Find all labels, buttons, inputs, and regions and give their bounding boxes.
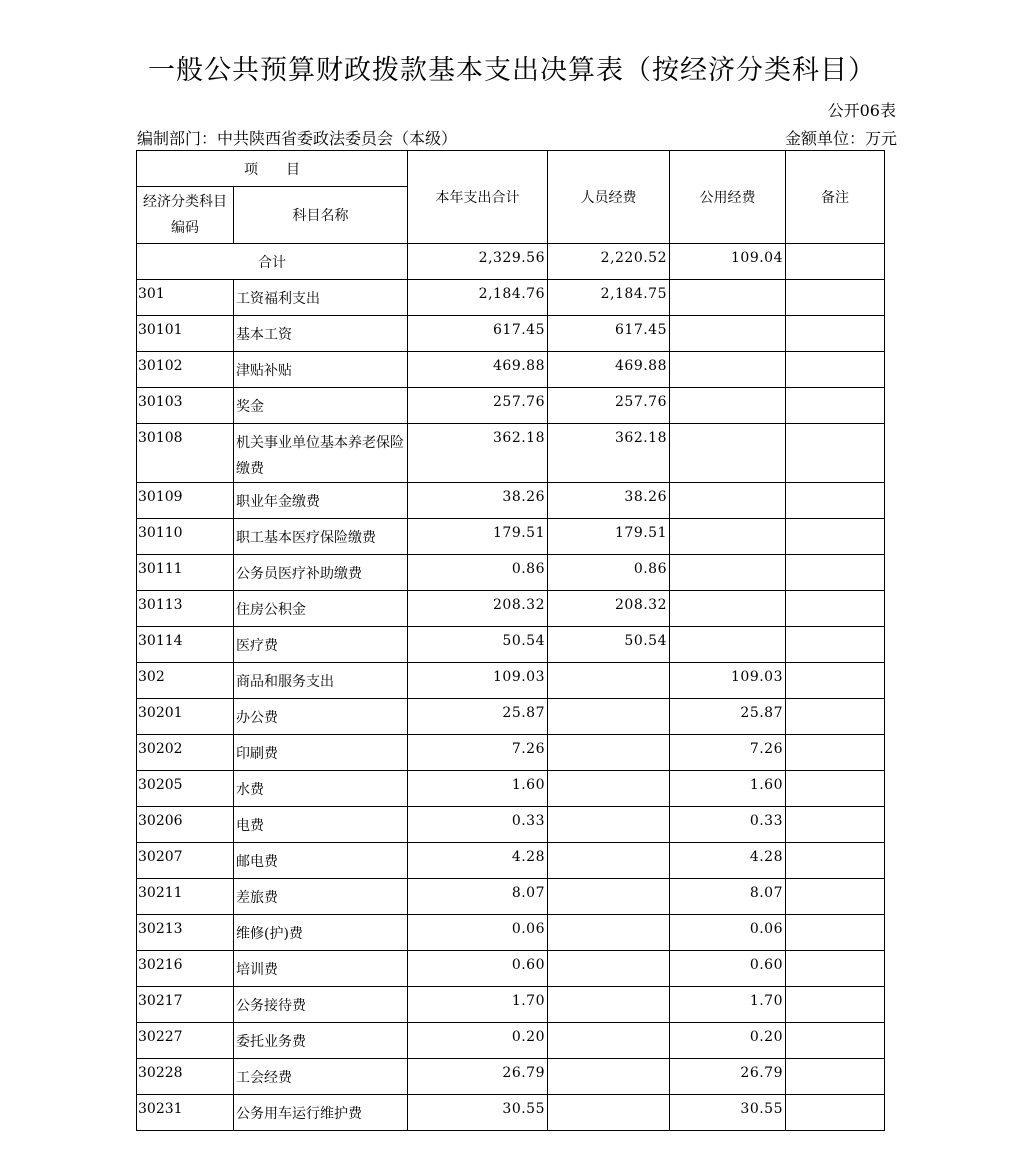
cell-code: 30114 (137, 627, 234, 663)
cell-total: 0.06 (408, 915, 548, 951)
cell-public (670, 352, 786, 388)
cell-public: 26.79 (670, 1059, 786, 1095)
budget-table (136, 150, 885, 1131)
cell-name: 办公费 (234, 699, 408, 735)
cell-personnel: 50.54 (548, 627, 670, 663)
cell-personnel (548, 663, 670, 699)
cell-total: 25.87 (408, 699, 548, 735)
department-label: 编制部门：中共陕西省委政法委员会（本级） (137, 129, 458, 148)
cell-personnel (548, 771, 670, 807)
cell-total: 362.18 (408, 424, 548, 483)
cell-public (670, 591, 786, 627)
page-title: 一般公共预算财政拨款基本支出决算表（按经济分类科目） (148, 55, 876, 86)
cell-public: 4.28 (670, 843, 786, 879)
cell-note (786, 771, 885, 807)
table-row (137, 1095, 885, 1131)
cell-note (786, 735, 885, 771)
cell-name: 公务用车运行维护费 (234, 1095, 408, 1131)
cell-total: 208.32 (408, 591, 548, 627)
cell-code: 30108 (137, 424, 234, 483)
table-row (137, 699, 885, 735)
cell-public (670, 555, 786, 591)
cell-public: 109.03 (670, 663, 786, 699)
table-row (137, 591, 885, 627)
cell-name: 住房公积金 (234, 591, 408, 627)
header-total: 本年支出合计 (408, 151, 548, 244)
cell-note (786, 280, 885, 316)
cell-public (670, 388, 786, 424)
cell-personnel: 208.32 (548, 591, 670, 627)
table-row (137, 1023, 885, 1059)
cell-total: 30.55 (408, 1095, 548, 1131)
table-row (137, 424, 885, 483)
cell-code: 30211 (137, 879, 234, 915)
header-code: 经济分类科目编码 (137, 187, 234, 244)
cell-total: 109.03 (408, 663, 548, 699)
table-row (137, 627, 885, 663)
cell-total: 0.33 (408, 807, 548, 843)
table-row (137, 735, 885, 771)
cell-name: 邮电费 (234, 843, 408, 879)
unit-label: 金额单位：万元 (784, 129, 897, 148)
table-row (137, 771, 885, 807)
cell-note (786, 843, 885, 879)
cell-personnel: 617.45 (548, 316, 670, 352)
cell-public (670, 316, 786, 352)
summary-note (786, 244, 885, 280)
cell-public: 0.33 (670, 807, 786, 843)
cell-code: 30101 (137, 316, 234, 352)
cell-name: 津贴补贴 (234, 352, 408, 388)
cell-personnel (548, 879, 670, 915)
cell-note (786, 627, 885, 663)
cell-personnel: 469.88 (548, 352, 670, 388)
cell-public: 30.55 (670, 1095, 786, 1131)
cell-personnel: 0.86 (548, 555, 670, 591)
cell-note (786, 807, 885, 843)
table-row (137, 519, 885, 555)
cell-personnel: 2,184.75 (548, 280, 670, 316)
cell-code: 30228 (137, 1059, 234, 1095)
cell-personnel (548, 987, 670, 1023)
cell-public: 8.07 (670, 879, 786, 915)
cell-note (786, 663, 885, 699)
cell-name: 工资福利支出 (234, 280, 408, 316)
cell-note (786, 424, 885, 483)
cell-name: 医疗费 (234, 627, 408, 663)
table-row (137, 843, 885, 879)
cell-total: 0.20 (408, 1023, 548, 1059)
cell-note (786, 519, 885, 555)
cell-total: 1.60 (408, 771, 548, 807)
cell-personnel (548, 951, 670, 987)
cell-note (786, 915, 885, 951)
cell-total: 7.26 (408, 735, 548, 771)
cell-name: 机关事业单位基本养老保险缴费 (234, 424, 408, 483)
cell-total: 179.51 (408, 519, 548, 555)
header-name: 科目名称 (234, 187, 408, 244)
cell-personnel: 179.51 (548, 519, 670, 555)
cell-personnel (548, 915, 670, 951)
table-row (137, 915, 885, 951)
cell-personnel (548, 735, 670, 771)
cell-note (786, 1095, 885, 1131)
cell-code: 30111 (137, 555, 234, 591)
summary-personnel: 2,220.52 (548, 244, 670, 280)
cell-total: 0.86 (408, 555, 548, 591)
cell-name: 奖金 (234, 388, 408, 424)
cell-code: 30207 (137, 843, 234, 879)
form-number: 公开06表 (827, 101, 896, 120)
cell-name: 水费 (234, 771, 408, 807)
cell-personnel (548, 1095, 670, 1131)
summary-public: 109.04 (670, 244, 786, 280)
cell-personnel (548, 699, 670, 735)
cell-public (670, 424, 786, 483)
cell-note (786, 879, 885, 915)
cell-code: 30103 (137, 388, 234, 424)
cell-public (670, 280, 786, 316)
cell-personnel (548, 843, 670, 879)
meta-row (137, 126, 897, 148)
cell-personnel: 257.76 (548, 388, 670, 424)
cell-code: 30202 (137, 735, 234, 771)
cell-total: 1.70 (408, 987, 548, 1023)
cell-name: 商品和服务支出 (234, 663, 408, 699)
cell-note (786, 316, 885, 352)
cell-code: 30109 (137, 483, 234, 519)
cell-note (786, 591, 885, 627)
cell-note (786, 987, 885, 1023)
cell-public: 1.60 (670, 771, 786, 807)
cell-code: 30206 (137, 807, 234, 843)
cell-note (786, 699, 885, 735)
cell-name: 委托业务费 (234, 1023, 408, 1059)
cell-name: 培训费 (234, 951, 408, 987)
table-row (137, 663, 885, 699)
table-row (137, 1059, 885, 1095)
table-row (137, 280, 885, 316)
cell-name: 职工基本医疗保险缴费 (234, 519, 408, 555)
cell-public: 25.87 (670, 699, 786, 735)
cell-personnel: 362.18 (548, 424, 670, 483)
cell-name: 工会经费 (234, 1059, 408, 1095)
table-row (137, 879, 885, 915)
cell-code: 30102 (137, 352, 234, 388)
cell-code: 30113 (137, 591, 234, 627)
cell-total: 469.88 (408, 352, 548, 388)
cell-code: 302 (137, 663, 234, 699)
cell-name: 职业年金缴费 (234, 483, 408, 519)
cell-code: 30227 (137, 1023, 234, 1059)
cell-total: 26.79 (408, 1059, 548, 1095)
cell-total: 4.28 (408, 843, 548, 879)
cell-personnel (548, 1059, 670, 1095)
cell-note (786, 1023, 885, 1059)
cell-total: 257.76 (408, 388, 548, 424)
header-item: 项 目 (137, 151, 408, 187)
cell-personnel (548, 807, 670, 843)
cell-personnel (548, 1023, 670, 1059)
cell-note (786, 352, 885, 388)
header-note: 备注 (786, 151, 885, 244)
cell-total: 2,184.76 (408, 280, 548, 316)
cell-public: 0.60 (670, 951, 786, 987)
cell-name: 差旅费 (234, 879, 408, 915)
cell-name: 维修(护)费 (234, 915, 408, 951)
cell-note (786, 1059, 885, 1095)
cell-public (670, 519, 786, 555)
cell-public: 1.70 (670, 987, 786, 1023)
cell-public: 0.20 (670, 1023, 786, 1059)
cell-code: 30216 (137, 951, 234, 987)
cell-note (786, 555, 885, 591)
table-row (137, 987, 885, 1023)
table-row (137, 483, 885, 519)
cell-name: 公务接待费 (234, 987, 408, 1023)
table-row (137, 951, 885, 987)
header-public: 公用经费 (670, 151, 786, 244)
cell-name: 电费 (234, 807, 408, 843)
cell-total: 0.60 (408, 951, 548, 987)
table-row (137, 555, 885, 591)
summary-total: 2,329.56 (408, 244, 548, 280)
table-row (137, 807, 885, 843)
cell-name: 公务员医疗补助缴费 (234, 555, 408, 591)
cell-name: 印刷费 (234, 735, 408, 771)
table-row (137, 352, 885, 388)
cell-note (786, 483, 885, 519)
cell-code: 30231 (137, 1095, 234, 1131)
table-row (137, 316, 885, 352)
cell-total: 8.07 (408, 879, 548, 915)
cell-total: 617.45 (408, 316, 548, 352)
cell-code: 30205 (137, 771, 234, 807)
cell-code: 30110 (137, 519, 234, 555)
cell-personnel: 38.26 (548, 483, 670, 519)
cell-note (786, 951, 885, 987)
cell-code: 30213 (137, 915, 234, 951)
cell-public (670, 483, 786, 519)
header-row-1 (137, 151, 885, 187)
table-row (137, 388, 885, 424)
cell-public (670, 627, 786, 663)
summary-label: 合计 (137, 244, 408, 280)
cell-code: 30201 (137, 699, 234, 735)
cell-name: 基本工资 (234, 316, 408, 352)
cell-note (786, 388, 885, 424)
cell-public: 7.26 (670, 735, 786, 771)
cell-public: 0.06 (670, 915, 786, 951)
summary-row (137, 244, 885, 280)
header-personnel: 人员经费 (548, 151, 670, 244)
cell-code: 30217 (137, 987, 234, 1023)
cell-code: 301 (137, 280, 234, 316)
cell-total: 38.26 (408, 483, 548, 519)
cell-total: 50.54 (408, 627, 548, 663)
